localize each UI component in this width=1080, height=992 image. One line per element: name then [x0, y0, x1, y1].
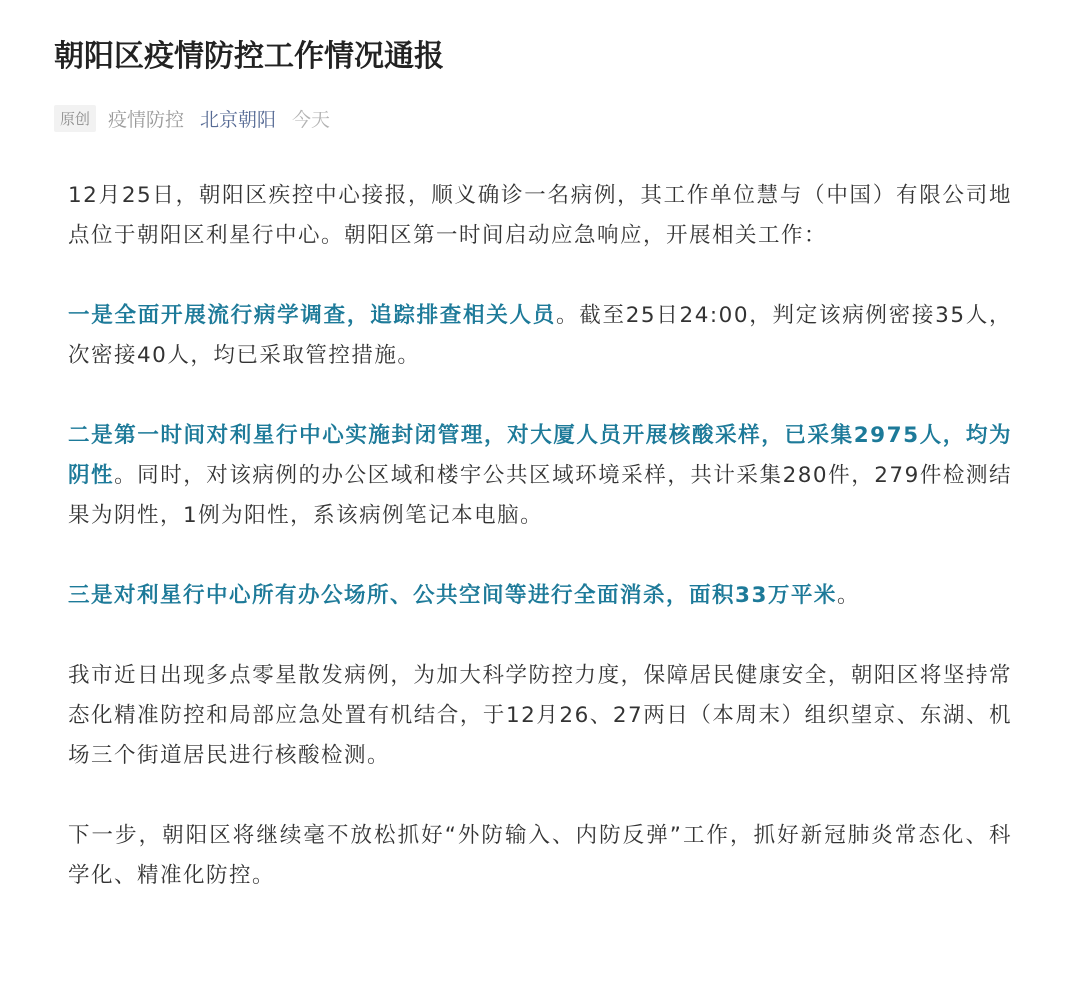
- paragraph-next-steps: [68, 816, 1012, 896]
- paragraph-measure-3: [68, 576, 1012, 616]
- paragraph-text: 12月25日，朝阳区疾控中心接报，顺义确诊一名病例，其工作单位慧与（中国）有限公司地点位于朝阳区利星行中心。朝阳区第一时间启动应急响应，开展相关工作：: [68, 183, 1012, 248]
- paragraph-measure-1: [68, 296, 1012, 376]
- publish-date: 今天: [292, 108, 331, 131]
- paragraph-text: 。截至25日24:00，判定该病例密接35人，次密接40人，均已采取管控措施。: [68, 303, 1012, 368]
- category-label[interactable]: 疫情防控: [108, 108, 185, 131]
- paragraph-text: 我市近日出现多点零星散发病例，为加大科学防控力度，保障居民健康安全，朝阳区将坚持常态化精准防控和局部应急处置有机结合，于12月26、27两日（本周末）组织望京、东湖、机场三个街道居民进行核酸检测。: [68, 663, 1012, 768]
- original-badge: 原创: [54, 105, 96, 132]
- article-title: 朝阳区疫情防控工作情况通报: [54, 39, 444, 74]
- highlight-text: 三是对利星行中心所有办公场所、公共空间等进行全面消杀，面积33万平米: [68, 583, 837, 608]
- paragraph-measure-2: [68, 416, 1012, 536]
- article-content: [54, 176, 1026, 896]
- paragraph-text: 。同时，对该病例的办公区域和楼宇公共区域环境采样，共计采集280件，279件检测结果为阴性，1例为阳性，系该病例笔记本电脑。: [68, 463, 1012, 528]
- account-link[interactable]: 北京朝阳: [200, 108, 277, 131]
- highlight-text: 一是全面开展流行病学调查，追踪排查相关人员: [68, 303, 556, 328]
- article-meta: [54, 102, 1026, 134]
- paragraph-intro: [68, 176, 1012, 256]
- highlight-text: 二是第一时间对利星行中心实施封闭管理，对大厦人员开展核酸采样，已采集2975人，均为阴性: [68, 423, 1012, 488]
- paragraph-text: 。: [836, 583, 860, 608]
- paragraph-testing: [68, 656, 1012, 776]
- paragraph-text: 下一步，朝阳区将继续毫不放松抓好“外防输入、内防反弹”工作，抓好新冠肺炎常态化、科学化、精准化防控。: [68, 823, 1012, 888]
